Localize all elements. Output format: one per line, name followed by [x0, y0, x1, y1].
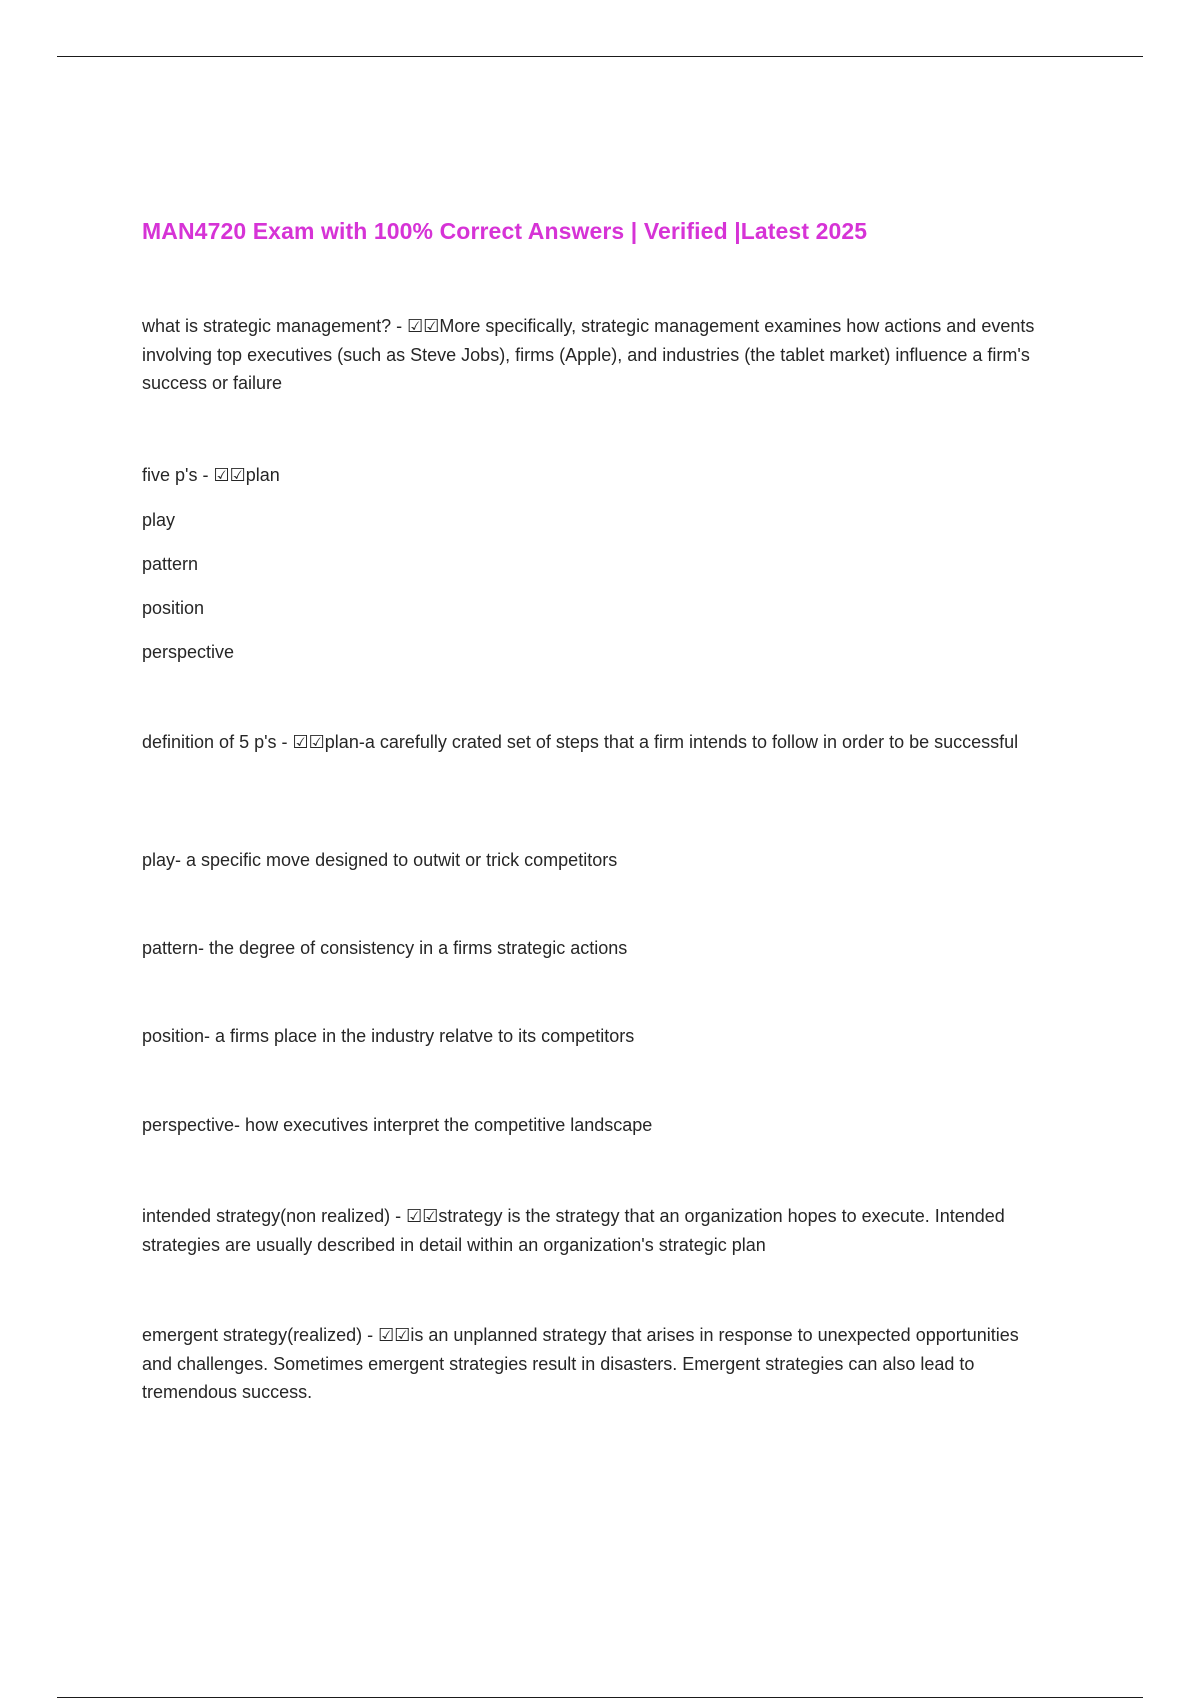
qa-definition-five-ps: definition of 5 p's - ☑☑plan-a carefully crated set of steps that a firm intends to follow in order to be successful [142, 732, 1019, 752]
definition-play: play- a specific move designed to outwit or trick competitors [142, 850, 618, 870]
list-item-perspective: perspective [142, 642, 235, 662]
qa-five-ps: five p's - ☑☑plan [142, 465, 280, 485]
bottom-rule [57, 1697, 1143, 1698]
top-rule [57, 56, 1143, 57]
definition-perspective: perspective- how executives interpret the competitive landscape [142, 1115, 653, 1135]
qa-emergent-strategy: emergent strategy(realized) - ☑☑is an unplanned strategy that arises in response to unexpected opportunities and challenges. Sometimes emergent strategies result in disasters. Emergent strategies can also lead to tremendous success. [142, 1325, 1019, 1402]
qa-intended-strategy: intended strategy(non realized) - ☑☑strategy is the strategy that an organization hopes to execute. Intended strategies are usually described in detail within an organization's strategic plan [142, 1206, 1005, 1255]
definition-position: position- a firms place in the industry relatve to its competitors [142, 1026, 635, 1046]
document-title: MAN4720 Exam with 100% Correct Answers | Verified |Latest 2025 [142, 218, 868, 244]
list-item-play: play [142, 510, 176, 530]
qa-strategic-management: what is strategic management? - ☑☑More specifically, strategic management examines how actions and events involving top executives (such as Steve Jobs), firms (Apple), and industries (the tablet market) influence a firm's success or failure [142, 316, 1035, 393]
list-item-pattern: pattern [142, 554, 199, 574]
definition-pattern: pattern- the degree of consistency in a firms strategic actions [142, 938, 628, 958]
list-item-position: position [142, 598, 205, 618]
